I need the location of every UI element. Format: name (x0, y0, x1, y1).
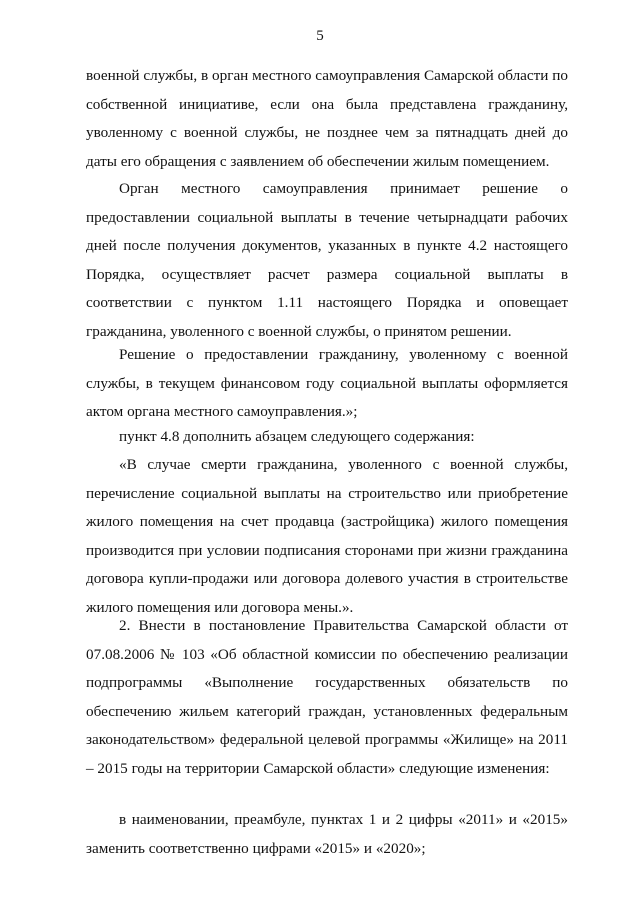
paragraph-year-replacement: в наименовании, преамбуле, пунктах 1 и 2 цифры «2011» и «2015» заменить соответственно цифрами «2015» и «2020»; (86, 811, 568, 857)
paragraph-continuation: военной службы, в орган местного самоуправления Самарской области по собственной инициативе, если она была представлена гражданину, уволенному с военной службы, не позднее чем за пятнадцать дней до даты его обращения с заявлением об обеспечении жилым помещением. (86, 67, 568, 170)
paragraph-clause-amendment: пункт 4.8 дополнить абзацем следующего содержания: (119, 428, 475, 445)
paragraph-decision-formalization: Решение о предоставлении гражданину, уволенному с военной службы, в текущем финансовом году социальной выплаты оформляется актом органа местного самоуправления.»; (86, 346, 568, 420)
paragraph-death-case: «В случае смерти гражданина, уволенного с военной службы, перечисление социальной выплаты на строительство или приобретение жилого помещения на счет продавца (застройщика) жилого помещения производится при условии подписания сторонами при жизни гражданина договора купли-продажи или договора долевого участия в строительстве жилого помещения или договора мены.». (86, 456, 568, 616)
paragraph-resolution-amendment: 2. Внести в постановление Правительства Самарской области от 07.08.2006 № 103 «Об областной комиссии по обеспечению реализации подпрограммы «Выполнение государственных обязательств по обеспечению жильем категорий граждан, установленных федеральным законодательством» федеральной целевой программы «Жилище» на 2011 – 2015 годы на территории Самарской области» следующие изменения: (86, 617, 568, 777)
paragraph-decision-procedure: Орган местного самоуправления принимает решение о предоставлении социальной выплаты в течение четырнадцати рабочих дней после получения документов, указанных в пункте 4.2 настоящего Порядка, осуществляет расчет размера социальной выплаты в соответствии с пунктом 1.11 настоящего Порядка и оповещает гражданина, уволенного с военной службы, о принятом решении. (86, 180, 568, 340)
page-number: 5 (316, 28, 324, 44)
